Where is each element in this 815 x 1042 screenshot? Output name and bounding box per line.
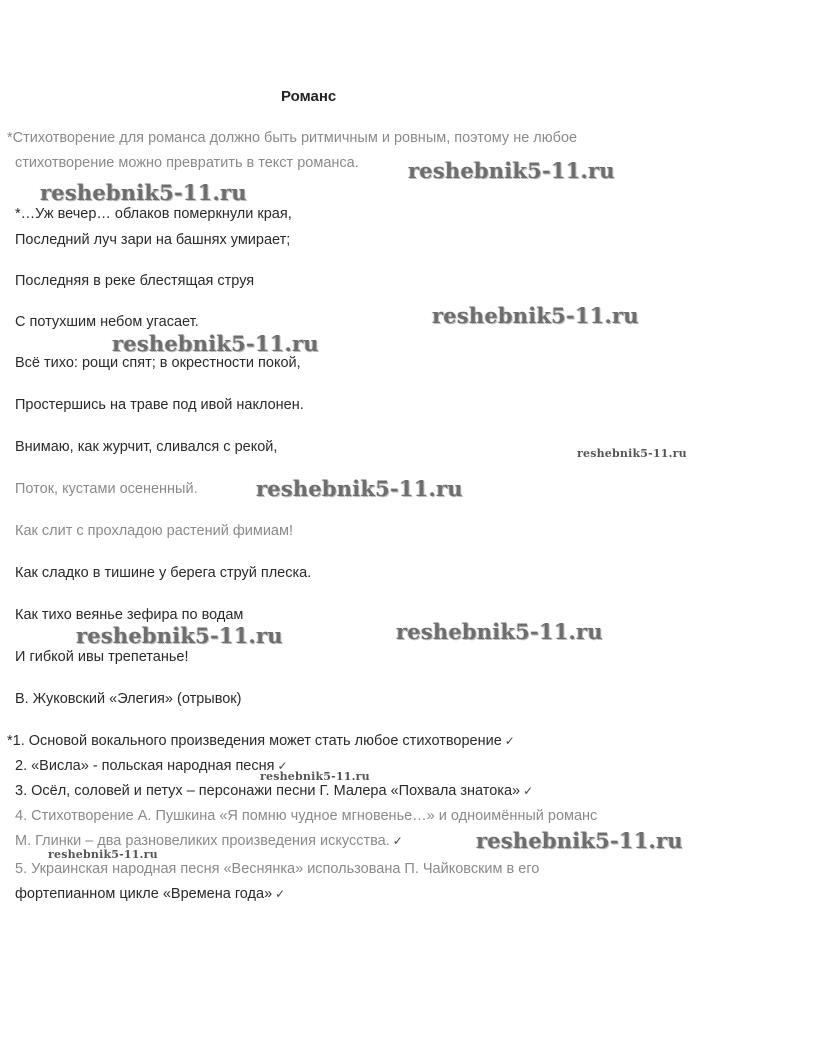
intro-line-1: *Стихотворение для романса должно быть ритмичным и ровным, поэтому не любое: [7, 130, 578, 146]
watermark: reshebnik5-11.ru: [577, 447, 687, 460]
poem-line-3: Последняя в реке блестящая струя: [15, 273, 255, 289]
answer-2: [15, 757, 288, 775]
poem-line-12: И гибкой ивы трепетанье!: [15, 649, 189, 665]
check-icon: ✓: [523, 784, 534, 798]
poem-line-2: Последний луч зари на башнях умирает;: [15, 232, 291, 248]
watermark: reshebnik5-11.ru: [76, 623, 283, 648]
answer-4-line-1: 4. Стихотворение А. Пушкина «Я помню чудное мгновенье…» и одноимённый романс: [15, 808, 598, 824]
answer-5-line-1: 5. Украинская народная песня «Веснянка» использована П. Чайковским в его: [15, 861, 540, 877]
poem-line-7: Внимаю, как журчит, сливался с рекой,: [15, 439, 278, 455]
watermark: reshebnik5-11.ru: [396, 619, 603, 644]
answer-5-text: фортепианном цикле «Времена года»: [15, 886, 273, 902]
poem-line-6: Простершись на траве под ивой наклонен.: [15, 397, 304, 413]
poem-line-9: Как слит с прохладою растений фимиам!: [15, 523, 293, 539]
poem-line-10: Как сладко в тишине у берега струй плеска.: [15, 565, 312, 581]
watermark: reshebnik5-11.ru: [40, 180, 247, 205]
answer-1: [7, 732, 515, 750]
poem-line-1: *…Уж вечер… облаков померкнули края,: [15, 206, 292, 222]
watermark: reshebnik5-11.ru: [432, 303, 639, 328]
check-icon: ✓: [275, 887, 286, 901]
watermark: reshebnik5-11.ru: [408, 158, 615, 183]
watermark: reshebnik5-11.ru: [48, 848, 158, 861]
poem-line-11: Как тихо веянье зефира по водам: [15, 607, 244, 623]
poem-line-5: Всё тихо: рощи спят; в окрестности покой,: [15, 355, 301, 371]
answer-5-line-2: [15, 885, 285, 903]
watermark: reshebnik5-11.ru: [256, 476, 463, 501]
watermark: reshebnik5-11.ru: [476, 828, 683, 853]
check-icon: ✓: [392, 834, 403, 848]
check-icon: ✓: [504, 734, 515, 748]
answer-3: [15, 782, 533, 800]
answer-3-text: 3. Осёл, соловей и петух – персонажи песни Г. Малера «Похвала знатока»: [15, 783, 521, 799]
poem-line-4: С потухшим небом угасает.: [15, 314, 199, 330]
poem-line-8: Поток, кустами осененный.: [15, 481, 198, 497]
watermark: reshebnik5-11.ru: [112, 331, 319, 356]
page-title: Романс: [281, 88, 337, 105]
answer-1-text: *1. Основой вокального произведения может стать любое стихотворение: [7, 733, 502, 749]
check-icon: ✓: [277, 759, 288, 773]
poem-attribution: В. Жуковский «Элегия» (отрывок): [15, 691, 242, 707]
answer-4-text: М. Глинки – два разновеликих произведения искусства.: [15, 833, 390, 849]
intro-line-2: стихотворение можно превратить в текст романса.: [15, 155, 359, 171]
answer-2-text: 2. «Висла» - польская народная песня: [15, 758, 275, 774]
watermark: reshebnik5-11.ru: [260, 770, 370, 783]
